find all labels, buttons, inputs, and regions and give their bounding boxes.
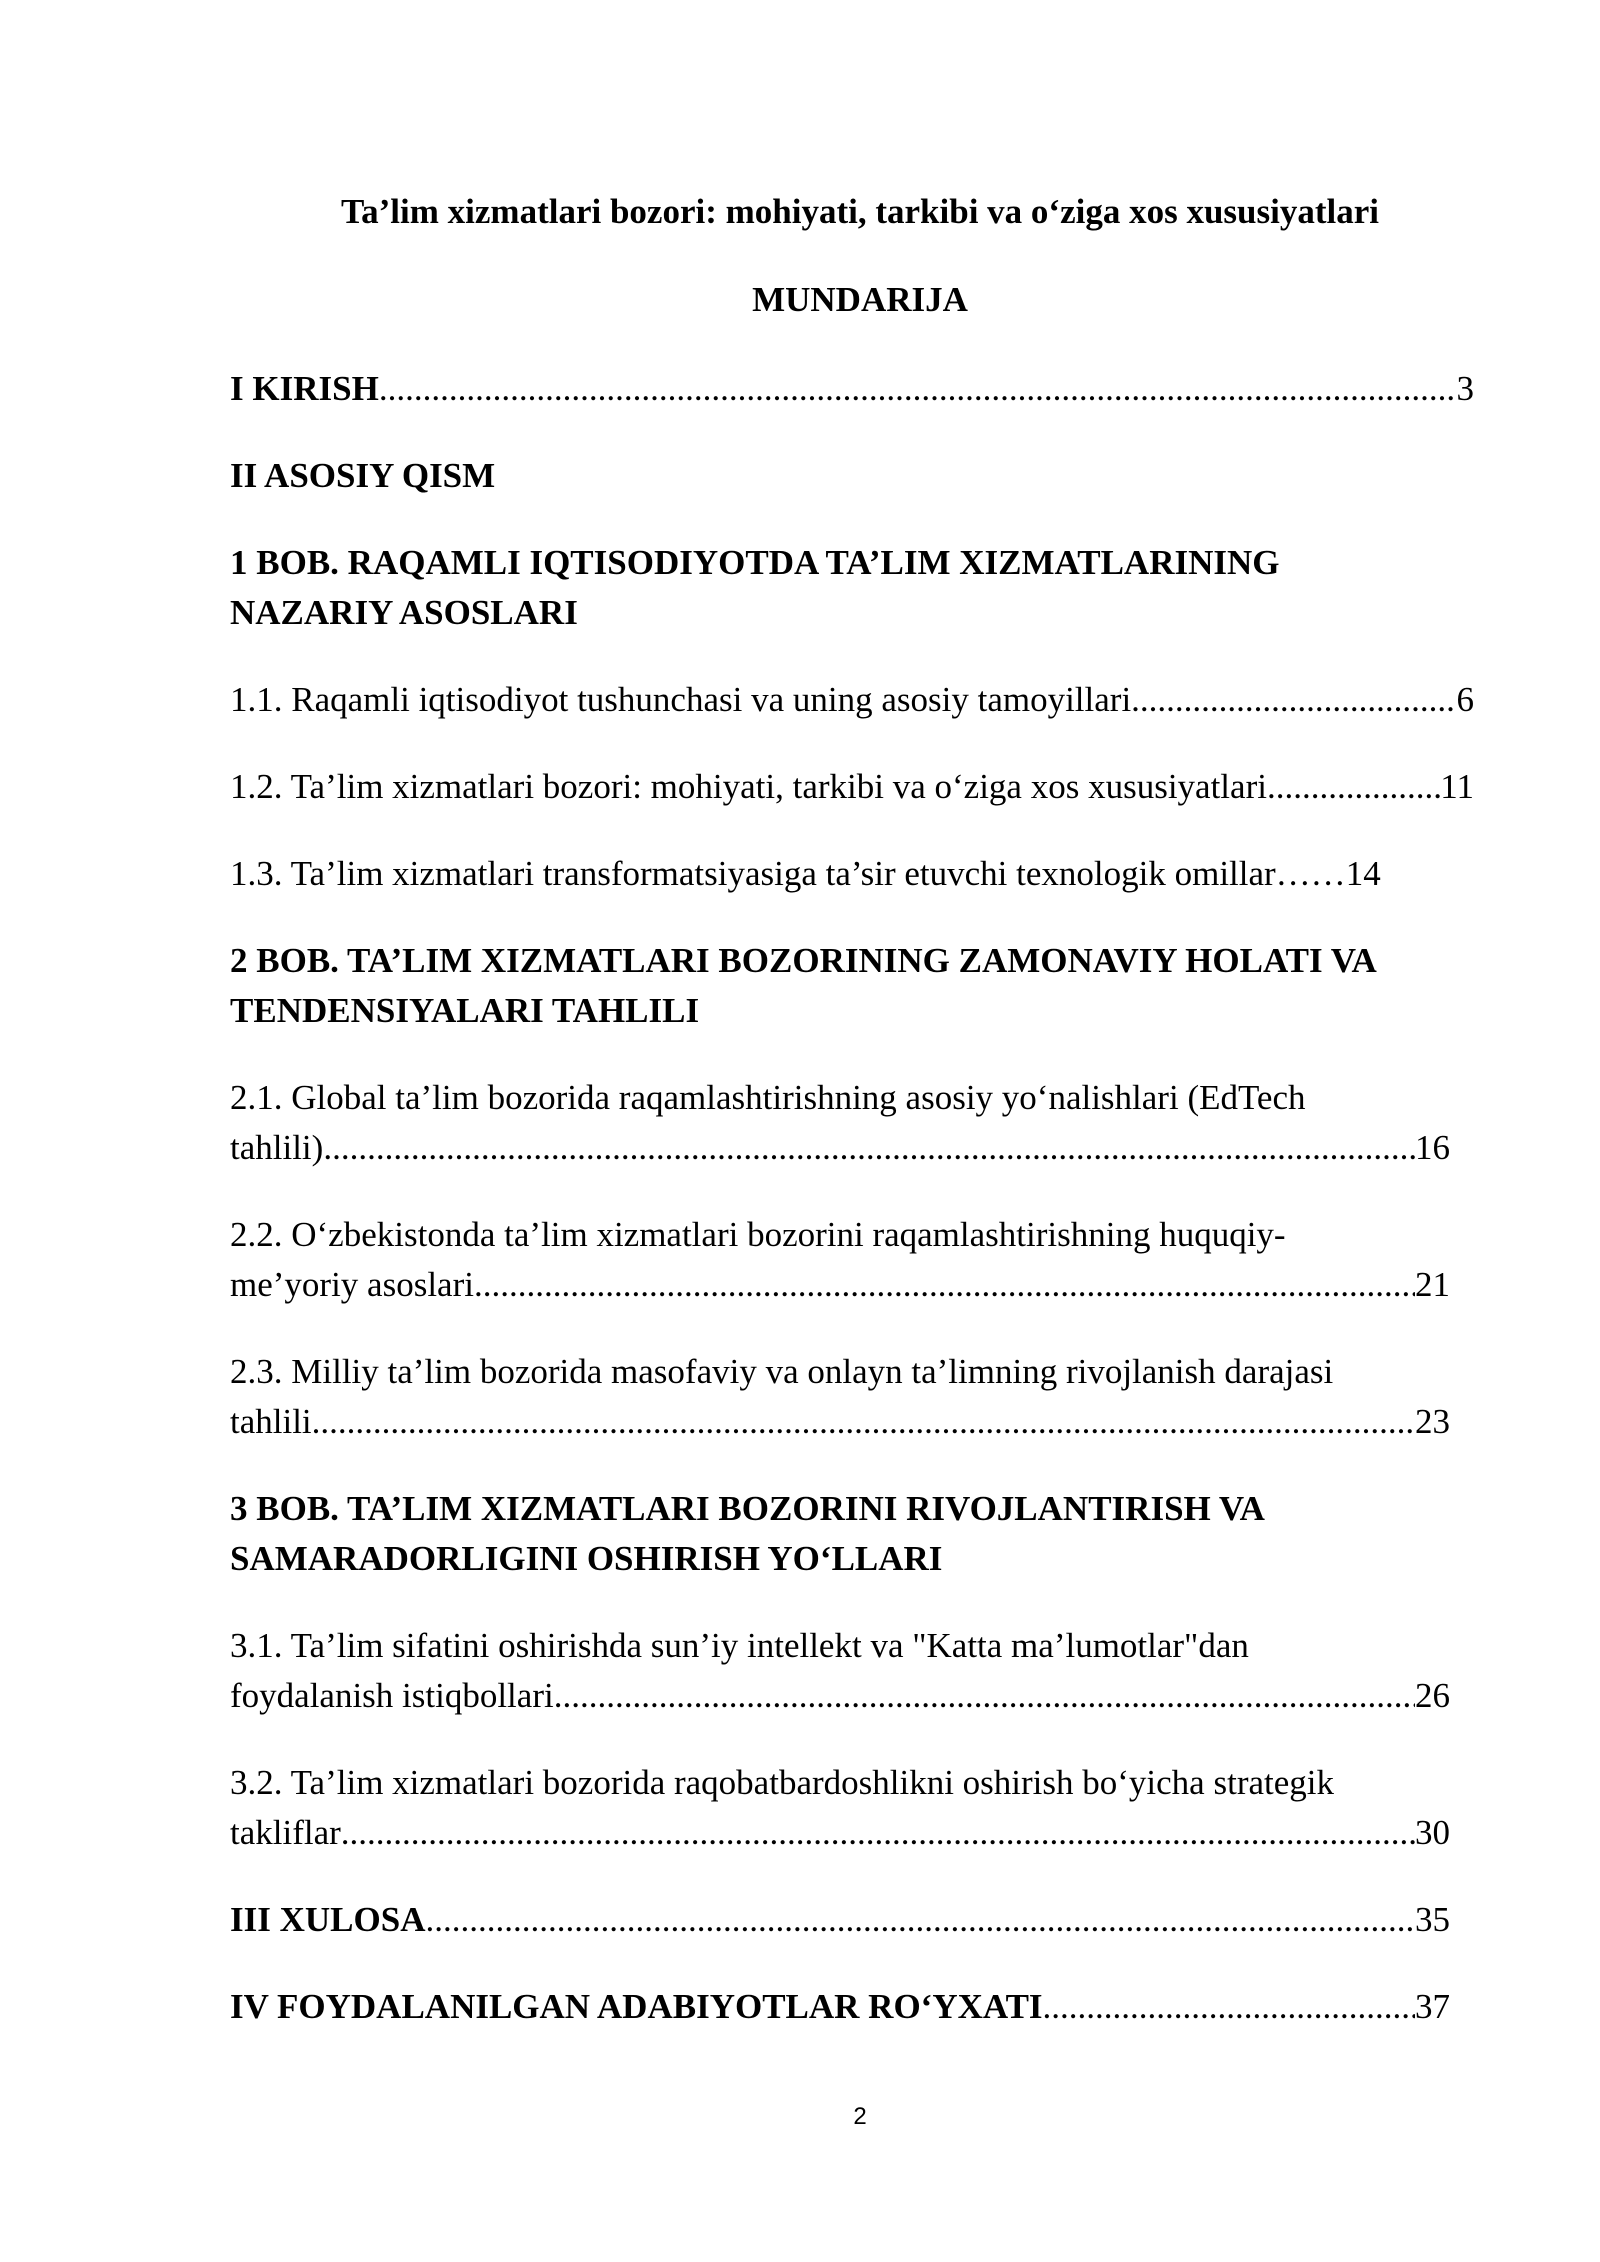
toc-page-number: 21 bbox=[1415, 1265, 1450, 1304]
toc-entry-label: 2.1. Global ta’lim bozorida raqamlashtirishning asosiy yo‘nalishlari (EdTech bbox=[230, 1078, 1306, 1117]
toc-page-number: 30 bbox=[1415, 1813, 1450, 1852]
toc-entry-label: 3.2. Ta’lim xizmatlari bozorida raqobatbardoshlikni oshirish bo‘yicha strategik bbox=[230, 1763, 1334, 1802]
toc-entry-1-2 bbox=[230, 762, 1474, 812]
dot-leader bbox=[474, 1260, 1415, 1310]
toc-chapter-line: 3 BOB. TA’LIM XIZMATLARI BOZORINI RIVOJLANTIRISH VA bbox=[230, 1489, 1265, 1528]
toc-chapter-line: NAZARIY ASOSLARI bbox=[230, 593, 578, 632]
toc-entry-label-cont: tahlili bbox=[230, 1402, 312, 1441]
toc-line bbox=[230, 1895, 1450, 1945]
dot-leader bbox=[312, 1397, 1415, 1447]
toc-page-number: 23 bbox=[1415, 1402, 1450, 1441]
toc-chapter-line: SAMARADORLIGINI OSHIRISH YO‘LLARI bbox=[230, 1539, 943, 1578]
toc-page-number: 16 bbox=[1415, 1128, 1450, 1167]
toc-line bbox=[230, 1260, 1450, 1310]
toc-chapter-line: TENDENSIYALARI TAHLILI bbox=[230, 991, 700, 1030]
toc-line bbox=[230, 1982, 1450, 2032]
toc-entry-asosiy-qism bbox=[230, 451, 1474, 501]
toc-entry-label: 3.1. Ta’lim sifatini oshirishda sun’iy intellekt va "Katta ma’lumotlar"dan bbox=[230, 1626, 1249, 1665]
dot-leader bbox=[425, 1895, 1415, 1945]
toc-entry-adabiyotlar bbox=[230, 1982, 1450, 2032]
toc-page-number: 6 bbox=[1456, 680, 1474, 719]
toc-entry-label: 2.2. O‘zbekistonda ta’lim xizmatlari bozorini raqamlashtirishning huquqiy- bbox=[230, 1215, 1286, 1254]
toc-entry-label: 2.3. Milliy ta’lim bozorida masofaviy va onlayn ta’limning rivojlanish darajasi bbox=[230, 1352, 1334, 1391]
toc-entry-label: II ASOSIY QISM bbox=[230, 456, 496, 495]
toc-entry-3-2 bbox=[230, 1758, 1450, 1858]
dot-leader bbox=[379, 364, 1457, 414]
toc-page-number: 37 bbox=[1415, 1987, 1450, 2026]
dot-leader bbox=[1043, 1982, 1415, 2032]
dot-leader bbox=[1267, 762, 1440, 812]
toc-line bbox=[230, 1123, 1450, 1173]
toc-entry-label: I KIRISH bbox=[230, 369, 379, 408]
toc-entry-label: 1.2. Ta’lim xizmatlari bozori: mohiyati, tarkibi va o‘ziga xos xususiyatlari bbox=[230, 767, 1267, 806]
toc-chapter-2 bbox=[230, 936, 1560, 1036]
dot-leader bbox=[341, 1808, 1415, 1858]
toc-page-number: 35 bbox=[1415, 1900, 1450, 1939]
dot-leader bbox=[554, 1671, 1415, 1721]
page-number: 2 bbox=[853, 2103, 867, 2130]
toc-entry-2-2 bbox=[230, 1210, 1450, 1310]
toc-entry-label: IV FOYDALANILGAN ADABIYOTLAR RO‘YXATI bbox=[230, 1987, 1043, 2026]
toc-line bbox=[230, 762, 1474, 812]
toc-line bbox=[230, 849, 1474, 899]
toc-entry-label-cont: tahlili) bbox=[230, 1128, 324, 1167]
toc-line bbox=[230, 1808, 1450, 1858]
toc-line bbox=[230, 675, 1474, 725]
toc-chapter-line: 2 BOB. TA’LIM XIZMATLARI BOZORINING ZAMONAVIY HOLATI VA bbox=[230, 941, 1377, 980]
toc-entry-2-1 bbox=[230, 1073, 1450, 1173]
toc-entry-xulosa bbox=[230, 1895, 1450, 1945]
toc-entry-kirish bbox=[230, 364, 1474, 414]
toc-entry-1-1 bbox=[230, 675, 1474, 725]
toc-entry-label-cont: foydalanish istiqbollari bbox=[230, 1676, 554, 1715]
toc-page-number: 3 bbox=[1456, 369, 1474, 408]
toc-chapter-line: 1 BOB. RAQAMLI IQTISODIYOTDA TA’LIM XIZMATLARINING bbox=[230, 543, 1280, 582]
toc-page-number: 14 bbox=[1345, 854, 1381, 893]
toc-page-number: 26 bbox=[1415, 1676, 1450, 1715]
toc-heading: MUNDARIJA bbox=[752, 280, 968, 319]
toc-entry-label-cont: me’yoriy asoslari bbox=[230, 1265, 474, 1304]
toc-entry-label-cont: takliflar bbox=[230, 1813, 341, 1852]
toc-entry-1-3 bbox=[230, 849, 1474, 899]
toc-page-number: 11 bbox=[1440, 767, 1474, 806]
toc-line bbox=[230, 364, 1474, 414]
toc-line bbox=[230, 1397, 1450, 1447]
toc-entry-label: III XULOSA bbox=[230, 1900, 426, 1939]
dot-leader bbox=[323, 1123, 1415, 1173]
toc-entry-2-3 bbox=[230, 1347, 1450, 1447]
toc-chapter-3 bbox=[230, 1484, 1530, 1584]
dot-leader bbox=[1131, 675, 1456, 725]
toc-entry-3-1 bbox=[230, 1621, 1450, 1721]
document-title: Ta’lim xizmatlari bozori: mohiyati, tarkibi va o‘ziga xos xususiyatlari bbox=[341, 192, 1379, 231]
toc-chapter-1 bbox=[230, 538, 1530, 638]
toc-entry-label: 1.1. Raqamli iqtisodiyot tushunchasi va uning asosiy tamoyillari bbox=[230, 680, 1132, 719]
toc-entry-label: 1.3. Ta’lim xizmatlari transformatsiyasiga ta’sir etuvchi texnologik omillar…… bbox=[230, 854, 1346, 893]
toc-line bbox=[230, 1671, 1450, 1721]
